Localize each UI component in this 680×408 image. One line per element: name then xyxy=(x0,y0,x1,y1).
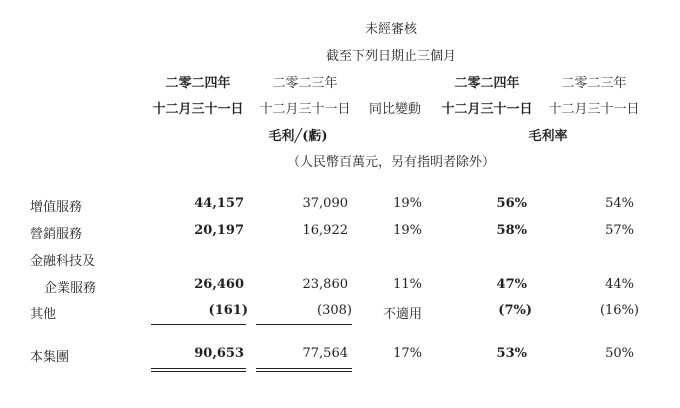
row-label-line1: 金融科技及 xyxy=(30,254,96,269)
subtotal-rule-2023 xyxy=(256,324,352,325)
gp-2023: 23,860 xyxy=(302,277,348,292)
subtotal-rule-2024 xyxy=(151,324,246,325)
gm-col-2024-date: 十二月三十一日 xyxy=(441,102,533,117)
total-double-rule-2024-bottom xyxy=(151,371,246,372)
row-label: 營銷服務 xyxy=(30,227,83,242)
gm-2023: 57% xyxy=(605,223,634,238)
unaudited-heading: 未經審核 xyxy=(364,22,418,37)
row-label: 其他 xyxy=(30,307,57,322)
col-2024-date: 十二月三十一日 xyxy=(152,102,244,117)
gp-2023: (308) xyxy=(317,303,352,318)
gm-col-2024-year: 二零二四年 xyxy=(454,76,520,91)
yoy-change: 11% xyxy=(393,277,422,292)
gp-2024: 26,460 xyxy=(194,277,244,292)
total-gp-2024: 90,653 xyxy=(194,346,244,361)
total-double-rule-2023-bottom xyxy=(256,371,352,372)
gm-2023: (16%) xyxy=(599,303,639,318)
period-heading: 截至下列日期止三個月 xyxy=(325,49,457,64)
gm-2023: 44% xyxy=(605,277,634,292)
total-double-rule-2024-top xyxy=(151,368,246,369)
col-2023-date: 十二月三十一日 xyxy=(259,102,351,117)
yoy-change: 19% xyxy=(393,223,422,238)
gross-profit-header: 毛利╱(虧) xyxy=(268,129,328,144)
gm-col-2023-year: 二零二三年 xyxy=(561,76,627,91)
unit-note: （人民幣百萬元，另有指明者除外） xyxy=(286,155,496,170)
col-2024-year: 二零二四年 xyxy=(165,76,231,91)
gp-2023: 16,922 xyxy=(302,223,348,238)
total-gm-2024: 53% xyxy=(496,346,527,361)
row-label: 企業服務 xyxy=(44,281,97,296)
gm-2024: 58% xyxy=(496,223,527,238)
gm-2024: (7%) xyxy=(498,303,532,318)
col-2023-year: 二零二三年 xyxy=(272,76,338,91)
gross-margin-header: 毛利率 xyxy=(528,129,568,144)
gm-2023: 54% xyxy=(605,196,634,211)
gm-col-2023-date: 十二月三十一日 xyxy=(548,102,640,117)
yoy-change: 不適用 xyxy=(382,307,422,322)
yoy-change-header: 同比變動 xyxy=(368,102,422,117)
gp-2024: (161) xyxy=(208,303,248,318)
total-gm-2023: 50% xyxy=(605,346,634,361)
gp-2024: 20,197 xyxy=(194,223,244,238)
total-label: 本集團 xyxy=(30,350,70,365)
total-double-rule-2023-top xyxy=(256,368,352,369)
gp-2023: 37,090 xyxy=(302,196,348,211)
row-label: 增值服務 xyxy=(30,200,83,215)
total-gp-2023: 77,564 xyxy=(302,346,348,361)
total-yoy-change: 17% xyxy=(393,346,422,361)
gp-2024: 44,157 xyxy=(194,196,244,211)
gm-2024: 56% xyxy=(496,196,527,211)
yoy-change: 19% xyxy=(393,196,422,211)
gm-2024: 47% xyxy=(496,277,527,292)
